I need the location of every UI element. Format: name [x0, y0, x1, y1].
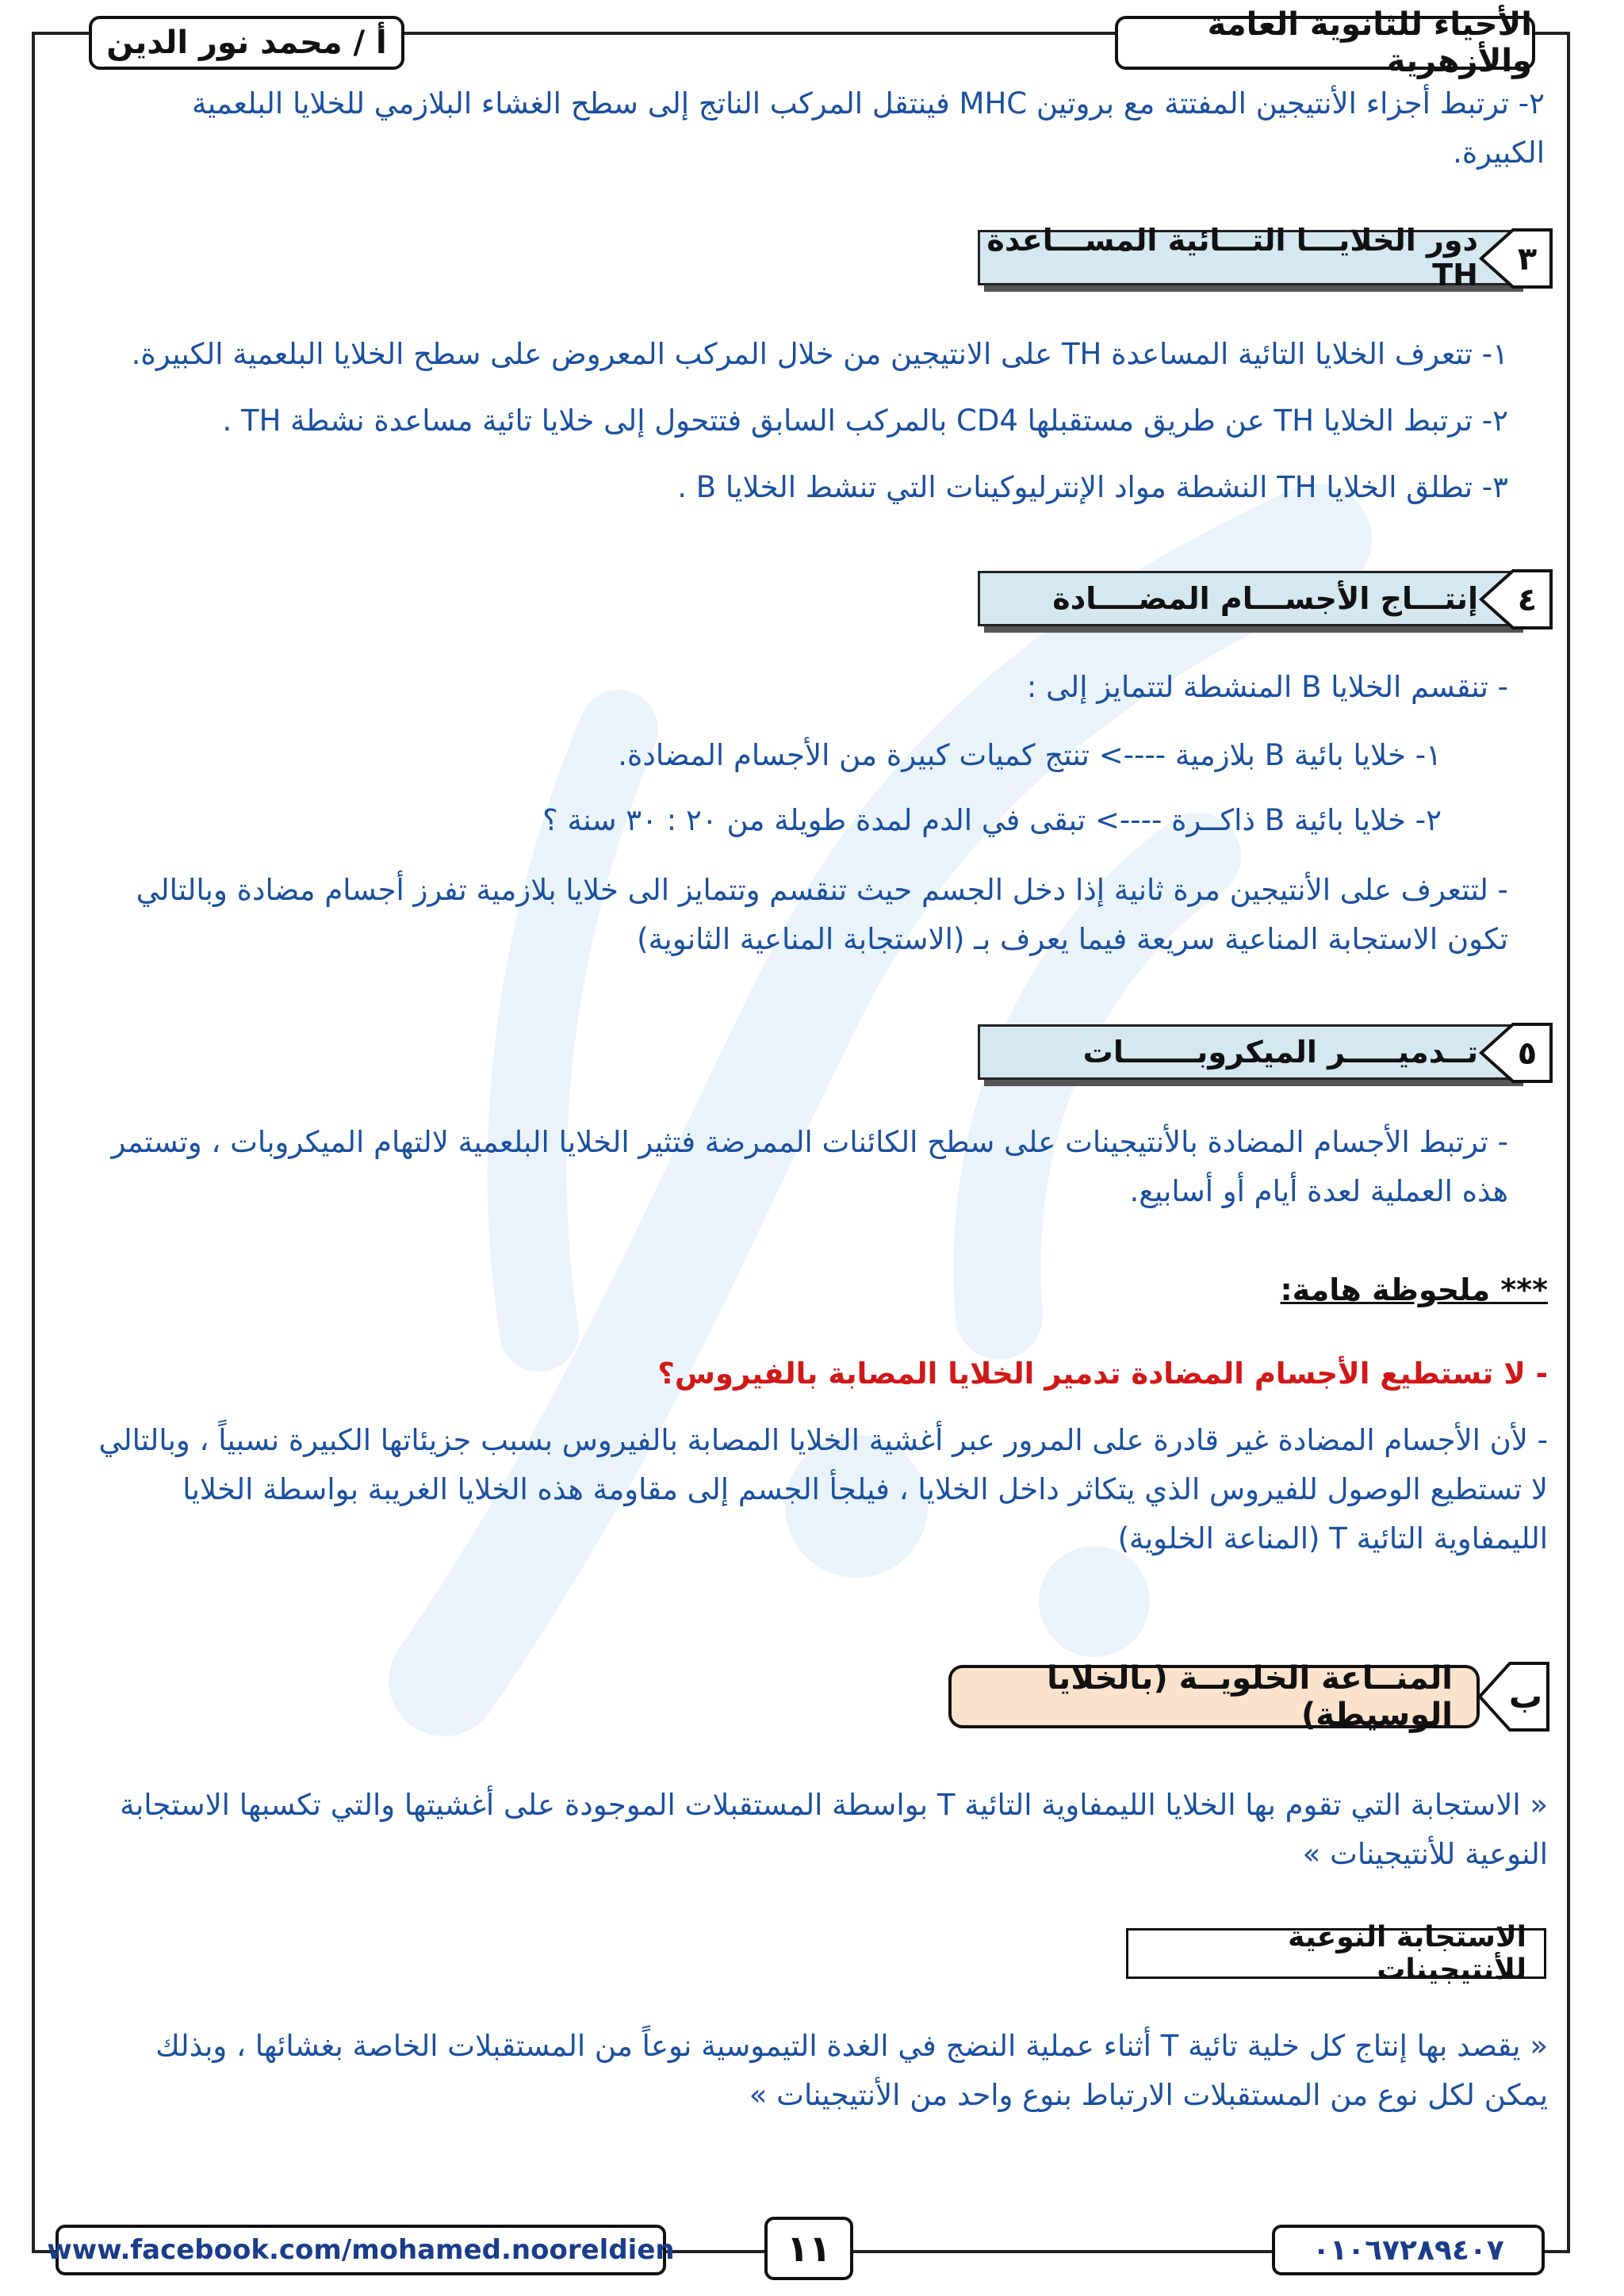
- section4-note-line2: تكون الاستجابة المناعية سريعة فيما يعرف بـ (الاستجابة المناعية الثانوية): [637, 922, 1508, 956]
- section3-item-2: ٢- ترتبط الخلايا TH عن طريق مستقبلها CD4 بالمركب السابق فتتحول إلى خلايا تائية مساعدة نشطة TH .: [222, 404, 1508, 438]
- specific-title: الاستجابة النوعية للأنتيجينات: [1288, 1921, 1526, 1986]
- footer-website-tag[interactable]: [47, 2225, 675, 2275]
- header-title: الأحياء للثانوية العامة والأزهرية: [1207, 6, 1532, 79]
- note-question: - لا تستطيع الأجسام المضادة تدمير الخلايا المصابة بالفيروس؟: [657, 1357, 1548, 1391]
- section5-number-arrow: [1475, 1021, 1554, 1085]
- specific-title-box: [1126, 1921, 1546, 1986]
- section3-number: ٣: [1517, 241, 1538, 277]
- sectionB-title: المنــاعة الخلويــة (بالخلايا الوسيطة): [1047, 1660, 1453, 1733]
- sectionB-heading-box: [948, 1660, 1480, 1733]
- specific-line1: « يقصد بها إنتاج كل خلية تائية T أثناء عملية النضج في الغدة التيموسية نوعاً من المستقبلات الخاصة بغشائها ، وبذلك: [155, 2029, 1548, 2063]
- section5-line1: - ترتبط الأجسام المضادة بالأنتيجينات على سطح الكائنات الممرضة فتثير الخلايا البلعمية لالتهام الميكروبات ، وتستمر: [111, 1125, 1508, 1159]
- header-author-tag: [89, 16, 404, 70]
- footer-website-link[interactable]: www.facebook.com/mohamed.nooreldien: [47, 2234, 675, 2266]
- sectionB-def-line1: « الاستجابة التي تقوم بها الخلايا الليمفاوية التائية T بواسطة المستقبلات الموجودة على أغشيتها والتي تكسبها الاستجابة: [120, 1788, 1548, 1822]
- footer-page-number: ١١: [786, 2227, 832, 2270]
- footer-page-number-tag: [764, 2217, 853, 2280]
- header-title-tag: [1115, 6, 1535, 79]
- section4-number-arrow: [1475, 568, 1554, 631]
- section3-title: دور الخلايـــا التـــائية المســـاعدة TH: [986, 223, 1478, 293]
- section3-number-arrow: [1475, 227, 1554, 290]
- sectionB-letter-arrow: [1475, 1660, 1551, 1733]
- section3-heading-box: [978, 223, 1517, 293]
- top-paragraph-line2: الكبيرة.: [1453, 136, 1545, 170]
- section4-intro: - تنقسم الخلايا B المنشطة لتتمايز إلى :: [1026, 670, 1508, 704]
- section5-number: ٥: [1517, 1035, 1538, 1072]
- sectionB-letter: ب: [1508, 1677, 1543, 1716]
- section4-number: ٤: [1517, 582, 1538, 618]
- section5-heading-box: [978, 1024, 1517, 1080]
- section3-item-3: ٣- تطلق الخلايا TH النشطة مواد الإنترليوكينات التي تنشط الخلايا B .: [677, 470, 1508, 504]
- section4-note-line1: - لتتعرف على الأنتيجين مرة ثانية إذا دخل الجسم حيث تنقسم وتتمايز الى خلايا بلازمية تفرز أجسام مضادة وبالتالي: [136, 873, 1508, 907]
- sectionB-def-line2: النوعية للأنتيجينات »: [1302, 1837, 1548, 1871]
- note-answer-line2: لا تستطيع الوصول للفيروس الذي يتكاثر داخل الخلايا ، فيلجأ الجسم إلى مقاومة هذه الخلايا الغريبة بواسطة الخلايا: [182, 1472, 1548, 1506]
- top-paragraph-line1: ٢- ترتبط أجزاء الأنتيجين المفتتة مع بروتين MHC فينتقل المركب الناتج إلى سطح الغشاء البلازمي للخلايا البلعمية: [191, 86, 1545, 121]
- note-heading: *** ملحوظة هامة:: [1280, 1272, 1548, 1307]
- section5-line2: هذه العملية لعدة أيام أو أسابيع.: [1129, 1174, 1508, 1208]
- section4-heading-box: [978, 571, 1517, 626]
- section4-item-2: ٢- خلايا بائية B ذاكــرة ----> تبقى في الدم لمدة طويلة من ٢٠ : ٣٠ سنة ؟: [542, 803, 1442, 837]
- header-author: أ / محمد نور الدين: [106, 25, 387, 61]
- note-answer-line3: الليمفاوية التائية T (المناعة الخلوية): [1117, 1521, 1548, 1556]
- frame-right-line: [1567, 32, 1570, 2252]
- frame-left-line: [32, 32, 35, 2252]
- section4-title: إنتـــاج الأجســـام المضــــادة: [1052, 581, 1478, 616]
- section5-title: تــدميـــــر الميكروبـــــــات: [1082, 1035, 1478, 1070]
- footer-phone: ٠١٠٦٧٢٨٩٤٠٧: [1312, 2233, 1504, 2267]
- specific-line2: يمكن لكل نوع من المستقبلات الارتباط بنوع واحد من الأنتيجينات »: [749, 2078, 1548, 2112]
- section3-item-1: ١- تتعرف الخلايا التائية المساعدة TH على الانتيجين من خلال المركب المعروض على سطح الخلايا البلعمية الكبيرة.: [131, 337, 1508, 371]
- note-answer-line1: - لأن الأجسام المضادة غير قادرة على المرور عبر أغشية الخلايا المصابة بالفيروس بسبب جزيئاتها الكبيرة نسبياً ، وبالتالي: [98, 1423, 1548, 1457]
- footer-phone-tag: [1272, 2225, 1545, 2275]
- section4-item-1: ١- خلايا بائية B بلازمية ----> تنتج كميات كبيرة من الأجسام المضادة.: [618, 738, 1442, 772]
